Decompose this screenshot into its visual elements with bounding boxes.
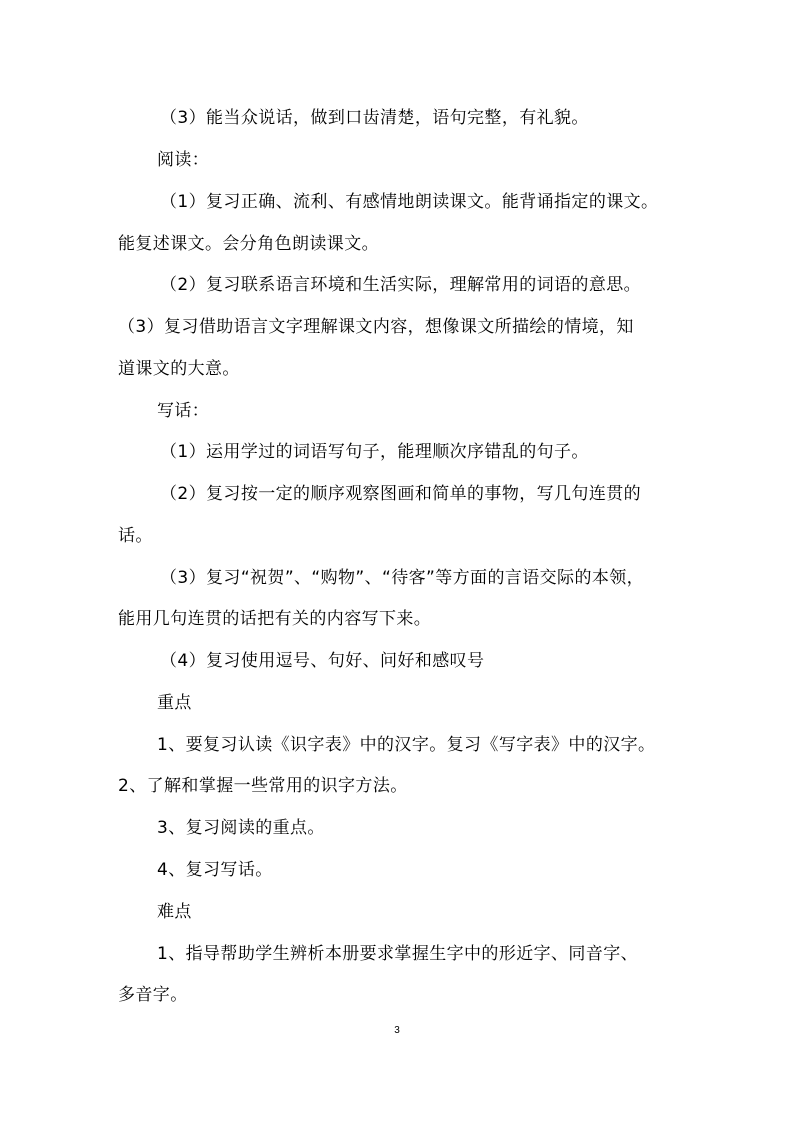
text-line: （2）复习联系语言环境和生活实际，理解常用的词语的意思。 xyxy=(160,275,642,295)
text-line: （1）复习正确、流利、有感情地朗读课文。能背诵指定的课文。 xyxy=(160,192,659,212)
section-heading-reading: 阅读： xyxy=(157,150,210,170)
text-line: （3）复习“祝贺”、“购物”、“待客”等方面的言语交际的本领， xyxy=(160,568,645,588)
page-number: 3 xyxy=(394,1025,400,1036)
section-heading-writing: 写话： xyxy=(157,401,210,421)
text-line: 能用几句连贯的话把有关的内容写下来。 xyxy=(118,609,432,629)
text-line: （2）复习按一定的顺序观察图画和简单的事物，写几句连贯的 xyxy=(160,484,642,504)
section-heading-difficulties: 难点 xyxy=(157,902,192,922)
text-line: 话。 xyxy=(118,526,153,546)
text-line: （3）复习借助语言文字理解课文内容，想像课文所描绘的情境，知 xyxy=(118,317,634,337)
text-line: 道课文的大意。 xyxy=(118,359,240,379)
section-heading-key-points: 重点 xyxy=(157,693,192,713)
text-line: 4、复习写话。 xyxy=(157,860,273,880)
text-line: （4）复习使用逗号、句好、问好和感叹号 xyxy=(160,651,485,671)
text-line: 2、了解和掌握一些常用的识字方法。 xyxy=(118,776,408,796)
text-line: 多音字。 xyxy=(118,985,188,1005)
text-line: （1）运用学过的词语写句子，能理顺次序错乱的句子。 xyxy=(160,442,589,462)
text-line: 1、指导帮助学生辨析本册要求掌握生字中的形近字、同音字、 xyxy=(157,944,639,964)
text-line: 3、复习阅读的重点。 xyxy=(157,818,325,838)
text-line: （3）能当众说话，做到口齿清楚，语句完整，有礼貌。 xyxy=(160,108,589,128)
text-line: 1、要复习认读《识字表》中的汉字。复习《写字表》中的汉字。 xyxy=(157,735,656,755)
text-line: 能复述课文。会分角色朗读课文。 xyxy=(118,234,379,254)
